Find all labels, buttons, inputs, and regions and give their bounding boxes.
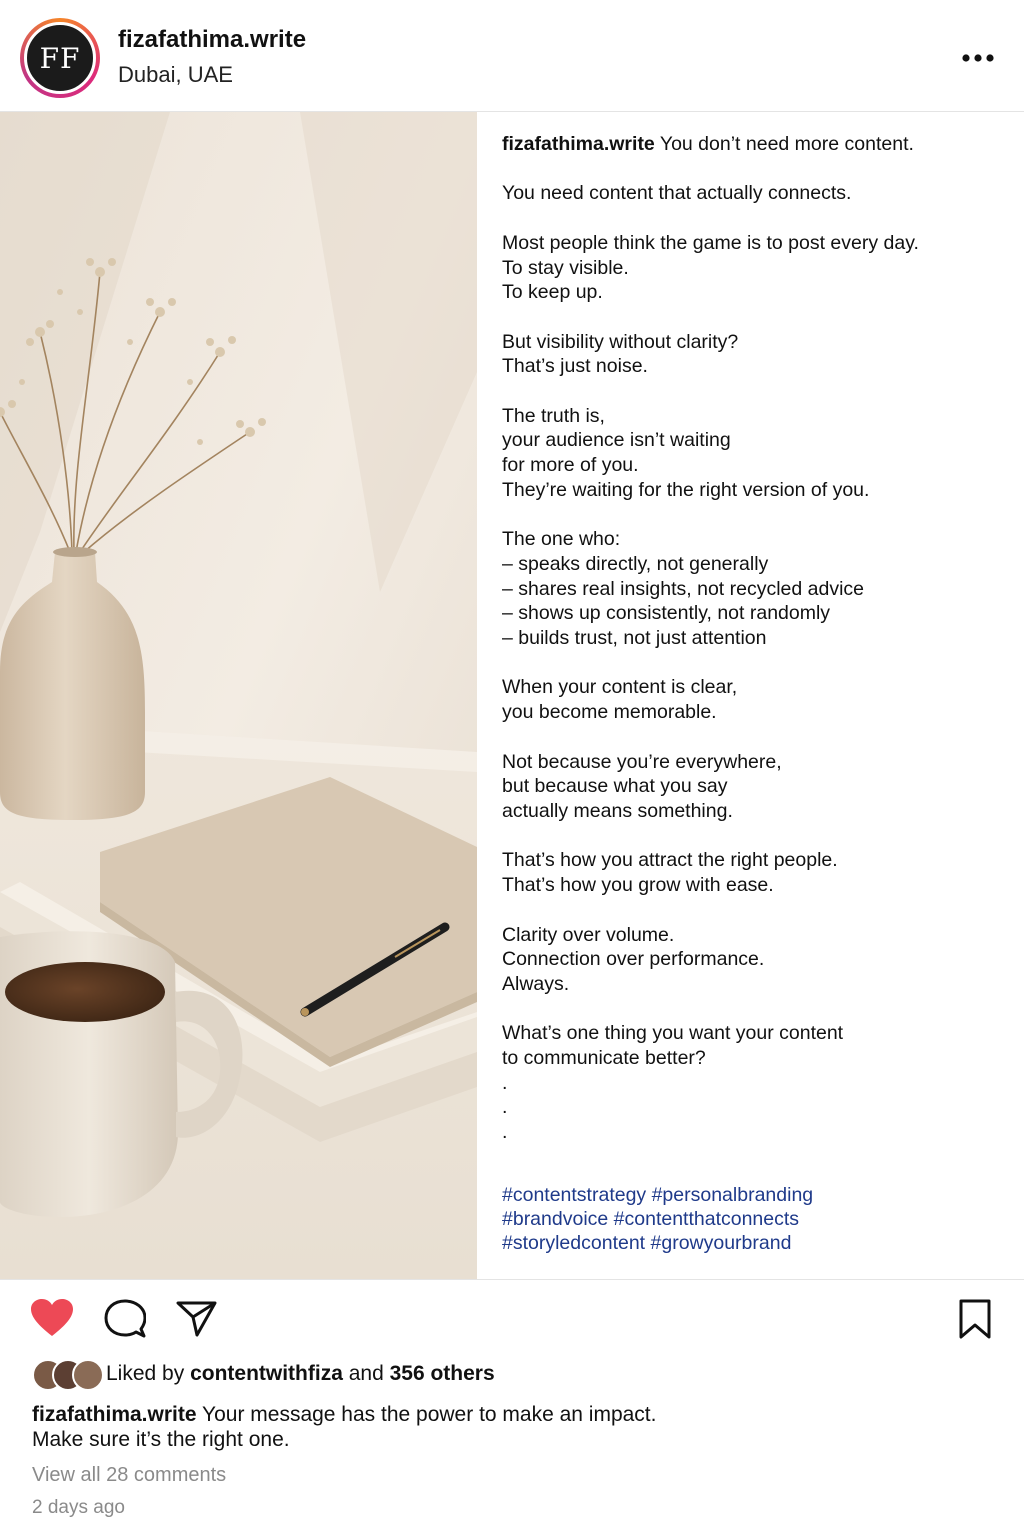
liked-by-user[interactable]: contentwithfiza [190,1362,343,1385]
more-horizontal-icon[interactable] [958,48,998,68]
caption-panel [477,112,1024,1279]
view-comments-link[interactable]: View all 28 comments [32,1464,227,1486]
post-header [0,0,1024,112]
post-caption [32,1402,972,1452]
likes-prefix: Liked by [106,1362,191,1385]
timestamp: 2 days ago [32,1497,125,1518]
heart-icon[interactable] [30,1298,74,1338]
liker-avatar[interactable] [72,1359,104,1391]
divider [0,1279,1024,1280]
avatar[interactable]: FF [24,22,96,94]
header-username[interactable]: fizafathima.write [118,26,307,53]
hashtags[interactable]: #contentstrategy #personalbranding #brandvoice #contentthatconnects #storyledcontent #growyourbrand [502,1184,814,1254]
send-icon[interactable] [176,1300,218,1338]
caption-text: You don’t need more content. You need content that actually connects. Most people think the game is to post every day. To stay visible. To keep up. But visibility without clarity? That’s just noise. The truth is, your audience isn’t waiting for more of you. They’re waiting for the right version of you. The one who: – speaks directly, not generally – shares real insights, not recycled advice – shows up consistently, not randomly – builds trust, not just attention When your content is clear, you become memorable. Not because you’re everywhere, but because what you say actually means something. That’s how you attract the right people. That’s how you grow with ease. Clarity over volume. Connection over performance. Always. What’s one thing you want your content to communicate better? . . . [502,133,919,1144]
story-ring[interactable] [20,18,100,98]
comment-icon[interactable] [104,1299,146,1339]
post-caption-username[interactable]: fizafathima.write [32,1403,197,1426]
caption-username[interactable]: fizafathima.write [502,133,655,155]
caption-body [502,132,1002,1145]
likes-others-count[interactable]: 356 others [389,1362,495,1385]
location-label[interactable]: Dubai, UAE [118,62,233,87]
post-caption-text: Your message has the power to make an impact. Make sure it’s the right one. [32,1403,657,1451]
likes-row[interactable] [32,1358,495,1390]
likes-middle: and [342,1362,390,1385]
likes-text [106,1362,495,1386]
bookmark-icon[interactable] [957,1299,993,1339]
liker-avatars[interactable] [32,1359,100,1389]
post-image[interactable] [0,112,477,1279]
